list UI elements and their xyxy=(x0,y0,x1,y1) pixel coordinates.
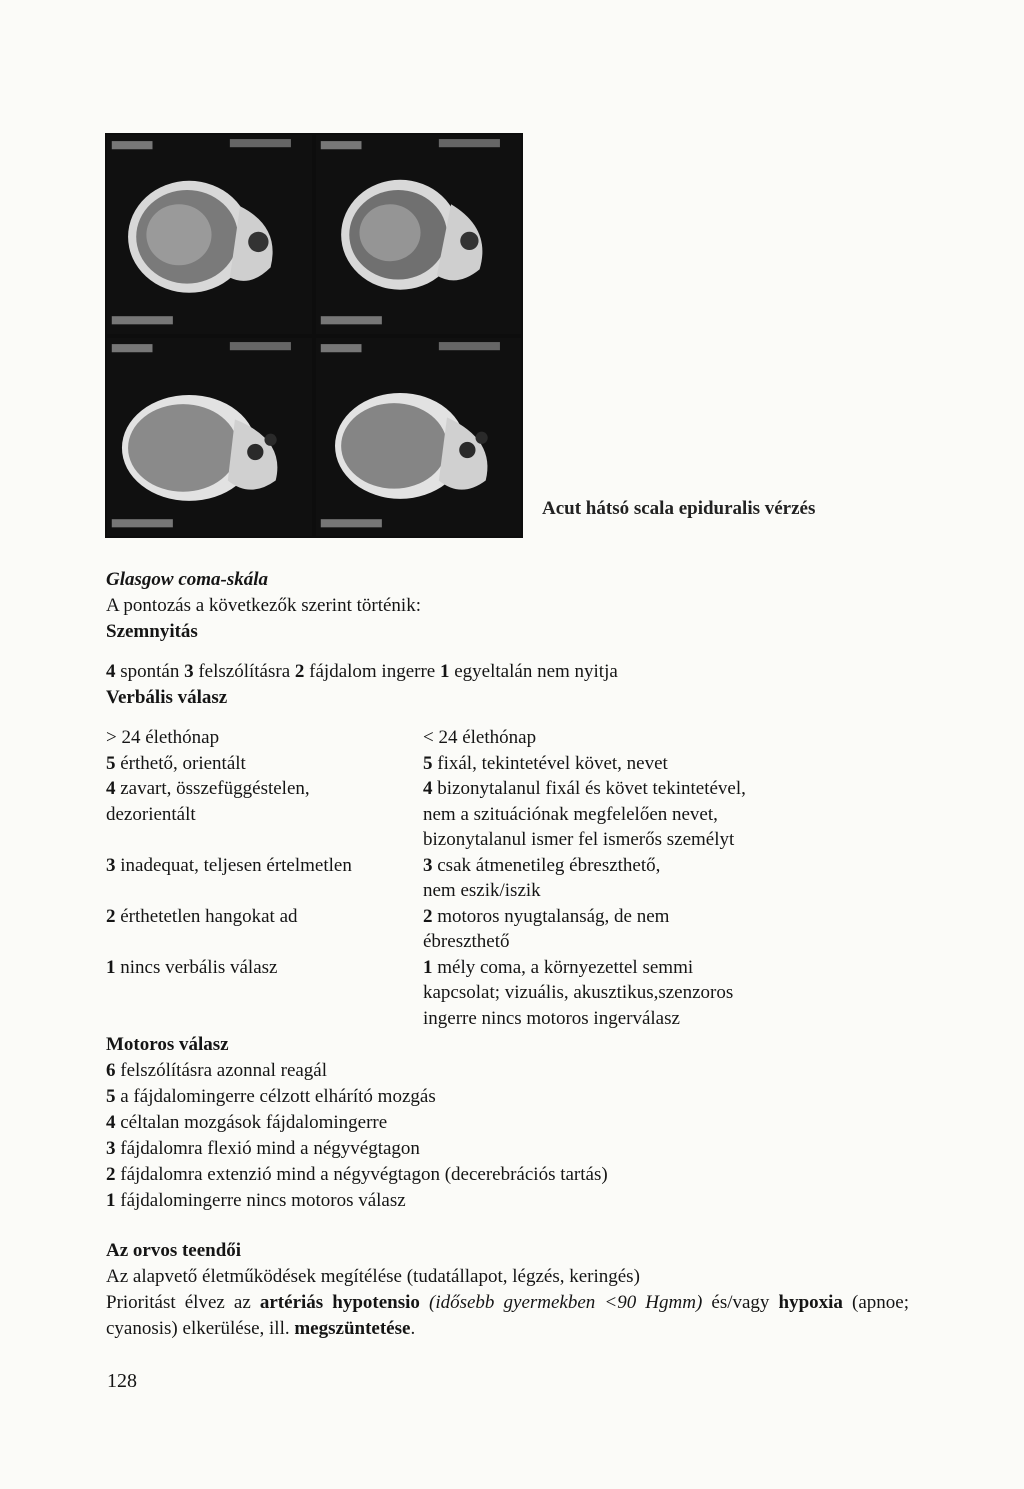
score: 1 xyxy=(106,956,116,978)
verbal-item xyxy=(106,751,246,777)
score-text: érthető, orientált xyxy=(115,752,246,774)
verbal-item xyxy=(423,955,693,981)
score-text: érthetetlen hangokat ad xyxy=(115,905,298,927)
score: 4 xyxy=(423,778,433,799)
verbal-item-continued: ingerre nincs motoros ingerválasz xyxy=(423,1007,680,1029)
score: 1 xyxy=(106,1190,116,1211)
score-text: motoros nyugtalanság, de nem xyxy=(432,905,670,927)
figure-caption: Acut hátsó scala epiduralis vérzés xyxy=(542,498,816,519)
ct-slice-image xyxy=(107,135,312,334)
score: 4 xyxy=(106,1112,116,1133)
score-text: egyeltalán nem nyitja xyxy=(449,661,618,682)
ct-slice-2 xyxy=(316,135,521,334)
score: 3 xyxy=(184,661,194,682)
score-text: felszólításra xyxy=(193,661,295,682)
text-run: és/vagy xyxy=(702,1292,779,1313)
score: 4 xyxy=(106,661,116,682)
score-text: a fájdalomingerre célzott elhárító mozgás xyxy=(115,1086,436,1107)
ct-slice-3 xyxy=(107,338,312,537)
section-title: Glasgow coma-skála xyxy=(106,569,269,590)
column-header: > 24 élethónap xyxy=(106,727,220,748)
score-text: fájdalomra extenzió mind a négyvégtagon (decerebrációs tartás) xyxy=(115,1164,608,1185)
italic-run: (idősebb gyermekben <90 Hgmm) xyxy=(429,1292,703,1313)
verbal-item xyxy=(106,955,277,981)
score: 2 xyxy=(106,905,116,927)
score-text: inadequat, teljesen értelmetlen xyxy=(115,854,352,876)
ct-slice-image xyxy=(316,135,521,334)
motor-item xyxy=(106,1188,608,1214)
ct-slice-image xyxy=(316,338,521,537)
motor-item xyxy=(106,1084,608,1110)
verbal-item-continued: nem a szituációnak megfelelően nevet, xyxy=(423,803,718,825)
verbal-item-continued: kapcsolat; vizuális, akusztikus,szenzoros xyxy=(423,982,734,1003)
ct-slice-4 xyxy=(316,338,521,537)
score: 1 xyxy=(440,661,450,682)
verbal-item-continued: nem eszik/iszik xyxy=(423,880,541,901)
motor-item xyxy=(106,1136,608,1162)
verbal-item xyxy=(423,776,746,802)
score-text: mély coma, a környezettel semmi xyxy=(432,956,694,978)
intro-text: A pontozás a következők szerint történik: xyxy=(106,595,421,616)
text-run: Prioritást élvez az xyxy=(106,1292,260,1313)
text-run: . xyxy=(410,1318,416,1339)
score-text: fájdalomra flexió mind a négyvégtagon xyxy=(115,1138,420,1159)
ct-scan-figure xyxy=(105,133,523,538)
score: 4 xyxy=(106,778,116,799)
motor-response-heading: Motoros válasz xyxy=(106,1034,229,1055)
motor-item xyxy=(106,1110,608,1136)
text-run xyxy=(420,1292,429,1313)
score: 1 xyxy=(423,956,433,978)
verbal-item-continued: ébreszthető xyxy=(423,931,510,952)
score-text: csak átmenetileg ébreszthető, xyxy=(432,854,661,876)
score: 2 xyxy=(106,1164,116,1185)
column-header: < 24 élethónap xyxy=(423,727,537,748)
score: 5 xyxy=(106,752,116,774)
verbal-item xyxy=(423,751,668,777)
verbal-item xyxy=(423,853,660,879)
eye-opening-heading: Szemnyitás xyxy=(106,621,198,642)
score: 5 xyxy=(423,752,433,774)
score-text: fájdalom ingerre xyxy=(304,661,440,682)
score-text: céltalan mozgások fájdalomingerre xyxy=(115,1112,388,1133)
score: 3 xyxy=(106,854,116,876)
text-run: (apnoe; cyanosis) elkerülése, ill. xyxy=(106,1292,909,1339)
score: 2 xyxy=(294,661,305,682)
eye-opening-scores xyxy=(106,659,618,685)
score-text: zavart, összefüggéstelen, xyxy=(115,778,310,799)
doctor-tasks-paragraph-1: Az alapvető életműködések megítélése (tudatállapot, légzés, keringés) xyxy=(106,1266,640,1287)
doctor-tasks-heading: Az orvos teendői xyxy=(106,1240,242,1261)
verbal-item xyxy=(423,904,669,930)
score: 5 xyxy=(106,1086,116,1107)
doctor-tasks-paragraph-2 xyxy=(106,1290,909,1342)
motor-response-list xyxy=(106,1058,608,1214)
score-text: fixál, tekintetével követ, nevet xyxy=(432,752,668,774)
score-text: nincs verbális válasz xyxy=(115,956,278,978)
verbal-response-heading: Verbális válasz xyxy=(106,687,228,708)
score: 6 xyxy=(106,1060,116,1081)
ct-slice-1 xyxy=(107,135,312,334)
emphasis-run: megszüntetése xyxy=(294,1318,411,1339)
score-text: bizonytalanul fixál és követ tekintetével, xyxy=(432,778,746,799)
score: 2 xyxy=(423,905,433,927)
motor-item xyxy=(106,1162,608,1188)
verbal-item xyxy=(106,904,298,930)
verbal-item xyxy=(106,853,352,879)
score-text: spontán xyxy=(115,661,185,682)
ct-slice-image xyxy=(107,338,312,537)
emphasis-run: artériás hypotensio xyxy=(259,1292,420,1313)
score: 3 xyxy=(106,1138,116,1159)
score-text: fájdalomingerre nincs motoros válasz xyxy=(115,1190,406,1211)
verbal-item-continued: dezorientált xyxy=(106,803,196,825)
motor-item xyxy=(106,1058,608,1084)
page-number: 128 xyxy=(107,1370,137,1392)
verbal-item xyxy=(106,776,310,802)
emphasis-run: hypoxia xyxy=(778,1292,843,1313)
score: 3 xyxy=(423,854,433,876)
verbal-item-continued: bizonytalanul ismer fel ismerős személyt xyxy=(423,829,735,850)
score-text: felszólításra azonnal reagál xyxy=(115,1060,328,1081)
